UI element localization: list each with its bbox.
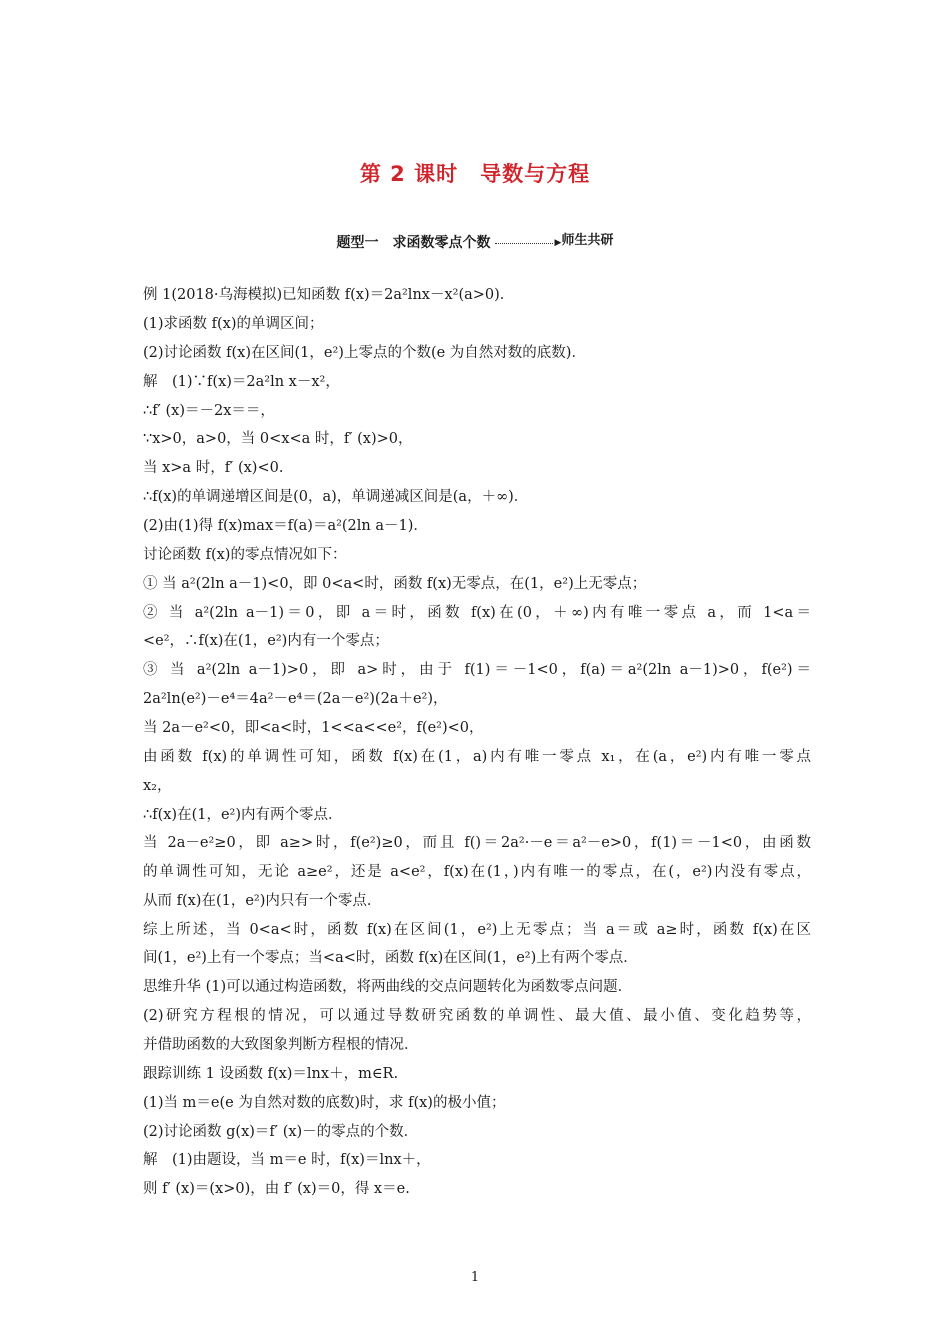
arrow-right-icon: ▶ (554, 238, 562, 248)
text-line: (2)研究方程根的情况，可以通过导数研究函数的单调性、最大值、最小值、变化趋势等， (143, 1008, 811, 1024)
page-number: 1 (470, 1270, 480, 1285)
text-line: ∴f′ (x)＝－2x＝＝， (143, 403, 275, 419)
text-line: (2)由(1)得 f(x)max＝f(a)＝a²(2ln a－1)． (143, 518, 428, 534)
text-line: ③ 当 a²(2ln a－1)>0，即 a>时，由于 f(1)＝－1<0，f(a)＝a²(2ln a－1)>0，f(e²)＝ (143, 662, 811, 678)
text-line: 思维升华 (1)可以通过构造函数，将两曲线的交点问题转化为函数零点问题． (143, 979, 633, 995)
text-line: ∵x>0，a>0，当 0<x<a 时，f′ (x)>0， (143, 431, 413, 447)
text-line: 综上所述，当 0<a<时，函数 f(x)在区间(1，e²)上无零点；当 a＝或 a≥时，函数 f(x)在区 (143, 922, 811, 938)
text-line: (1)当 m＝e(e 为自然对数的底数)时，求 f(x)的极小值； (143, 1095, 506, 1111)
text-line: (2)讨论函数 g(x)＝f′ (x)－的零点的个数． (143, 1124, 419, 1140)
section-title: 题型一 求函数零点个数 (336, 235, 491, 251)
text-line: 并借助函数的大致图象判断方程根的情况． (143, 1037, 419, 1053)
text-line: 当 x>a 时，f′ (x)<0. (143, 460, 284, 476)
text-line: 的单调性可知，无论 a≥e²，还是 a<e²，f(x)在(1，)内有唯一的零点，在(，e²)内没有零点， (143, 864, 811, 880)
text-line: (1)求函数 f(x)的单调区间； (143, 316, 324, 332)
section-header (0, 232, 950, 252)
text-line: 跟踪训练 1 设函数 f(x)＝lnx＋，m∈R. (143, 1066, 399, 1082)
lesson-title: 第 2 课时 导数与方程 (359, 162, 591, 186)
text-line: 解 (1)由题设，当 m＝e 时，f(x)＝lnx＋， (143, 1152, 431, 1168)
text-line: (2)讨论函数 f(x)在区间(1，e²)上零点的个数(e 为自然对数的底数)． (143, 345, 586, 361)
text-line: 间(1，e²)上有一个零点；当<a<时，函数 f(x)在区间(1，e²)上有两个零点． (143, 950, 638, 966)
dotted-leader (495, 243, 553, 244)
text-line: 由函数 f(x)的单调性可知，函数 f(x)在(1，a)内有唯一零点 x₁，在(a，e²)内有唯一零点 (143, 749, 811, 765)
text-line: <e²，∴f(x)在(1，e²)内有一个零点； (143, 633, 389, 649)
text-line: ∴f(x)的单调递增区间是(0，a)，单调递减区间是(a，＋∞)． (143, 489, 529, 505)
text-line: 从而 f(x)在(1，e²)内只有一个零点． (143, 893, 382, 909)
text-line: ① 当 a²(2ln a－1)<0，即 0<a<时，函数 f(x)无零点，在(1，e²)上无零点； (143, 576, 647, 592)
text-line: 当 2a－e²≥0，即 a≥>时，f(e²)≥0，而且 f()＝2a²·－e＝a²－e>0，f(1)＝－1<0，由函数 (143, 835, 811, 851)
text-line: ② 当 a²(2ln a－1)＝0，即 a＝时，函数 f(x)在(0，＋∞)内有唯一零点 a，而 1<a＝ (143, 605, 811, 621)
text-line: 当 2a－e²<0，即<a<时，1<<a<<e²，f(e²)<0， (143, 720, 484, 736)
text-line: 例 1(2018·乌海模拟)已知函数 f(x)＝2a²lnx－x²(a>0)． (143, 287, 515, 303)
text-line: 讨论函数 f(x)的零点情况如下： (143, 547, 347, 563)
text-line: 则 f′ (x)＝(x>0)，由 f′ (x)＝0，得 x＝e. (143, 1181, 410, 1197)
text-line: 2a²ln(e²)－e⁴＝4a²－e⁴＝(2a－e²)(2a＋e²)， (143, 691, 448, 707)
section-tag: 师生共研 (561, 233, 614, 248)
text-line: 解 (1)∵f(x)＝2a²ln x－x²， (143, 374, 340, 390)
text-line: x₂， (143, 778, 172, 794)
text-line: ∴f(x)在(1，e²)内有两个零点． (143, 807, 343, 823)
